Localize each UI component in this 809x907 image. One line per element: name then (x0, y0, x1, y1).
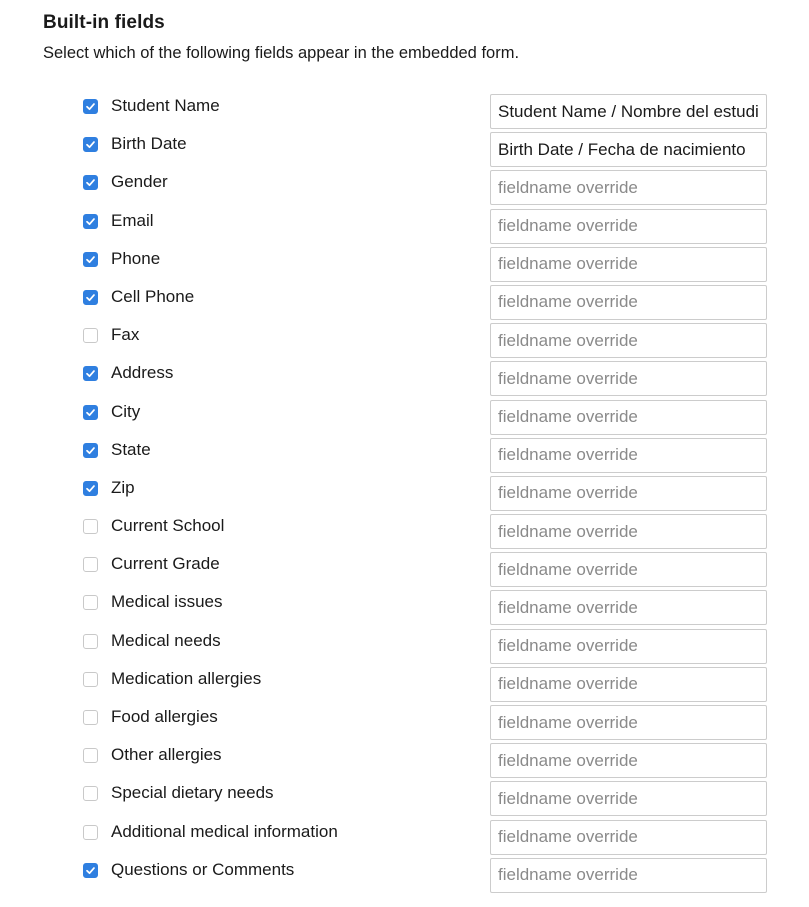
section-title: Built-in fields (43, 12, 165, 33)
fieldname-override-input[interactable] (490, 590, 767, 625)
field-enabled-checkbox[interactable] (83, 290, 98, 305)
field-label: Other allergies (111, 745, 222, 765)
fieldname-override-input[interactable] (490, 361, 767, 396)
field-row (0, 551, 809, 589)
checkmark-icon (85, 292, 96, 303)
field-enabled-checkbox[interactable] (83, 443, 98, 458)
field-row (0, 437, 809, 475)
field-row (0, 666, 809, 704)
fieldname-override-input[interactable] (490, 170, 767, 205)
field-row (0, 246, 809, 284)
fieldname-override-input[interactable] (490, 667, 767, 702)
field-enabled-checkbox[interactable] (83, 634, 98, 649)
field-row (0, 284, 809, 322)
fieldname-override-input[interactable] (490, 743, 767, 778)
field-label: Cell Phone (111, 286, 195, 306)
field-label: State (111, 439, 151, 459)
fieldname-override-input[interactable] (490, 400, 767, 435)
checkmark-icon (85, 483, 96, 494)
field-row (0, 169, 809, 207)
field-enabled-checkbox[interactable] (83, 825, 98, 840)
field-label: Medication allergies (111, 668, 262, 688)
checkmark-icon (85, 254, 96, 265)
field-enabled-checkbox[interactable] (83, 519, 98, 534)
field-enabled-checkbox[interactable] (83, 786, 98, 801)
checkmark-icon (85, 445, 96, 456)
fieldname-override-input[interactable] (490, 438, 767, 473)
fieldname-override-input[interactable] (490, 323, 767, 358)
built-in-field-list (0, 93, 809, 895)
field-enabled-checkbox[interactable] (83, 595, 98, 610)
field-enabled-checkbox[interactable] (83, 405, 98, 420)
fieldname-override-input[interactable] (490, 781, 767, 816)
checkmark-icon (85, 216, 96, 227)
field-row (0, 628, 809, 666)
field-enabled-checkbox[interactable] (83, 863, 98, 878)
fieldname-override-input[interactable] (490, 285, 767, 320)
field-row (0, 857, 809, 895)
checkmark-icon (85, 865, 96, 876)
field-label: Email (111, 210, 154, 230)
field-label: Current School (111, 516, 225, 536)
field-enabled-checkbox[interactable] (83, 557, 98, 572)
fieldname-override-input[interactable] (490, 132, 767, 167)
field-enabled-checkbox[interactable] (83, 481, 98, 496)
field-enabled-checkbox[interactable] (83, 328, 98, 343)
field-enabled-checkbox[interactable] (83, 748, 98, 763)
field-enabled-checkbox[interactable] (83, 99, 98, 114)
field-enabled-checkbox[interactable] (83, 214, 98, 229)
field-label: Address (111, 363, 174, 383)
field-label: Food allergies (111, 707, 218, 726)
field-row (0, 208, 809, 246)
fieldname-override-input[interactable] (490, 705, 767, 740)
checkmark-icon (85, 407, 96, 418)
field-label: Questions or Comments (111, 859, 295, 879)
field-label: Gender (111, 172, 168, 192)
fieldname-override-input[interactable] (490, 94, 767, 129)
field-label: Phone (111, 248, 161, 268)
fieldname-override-input[interactable] (490, 858, 767, 893)
fieldname-override-input[interactable] (490, 476, 767, 511)
field-row (0, 322, 809, 360)
field-label: Student Name (111, 96, 220, 115)
fieldname-override-input[interactable] (490, 247, 767, 282)
field-enabled-checkbox[interactable] (83, 710, 98, 725)
checkmark-icon (85, 368, 96, 379)
field-row (0, 475, 809, 513)
field-label: Special dietary needs (111, 783, 274, 803)
field-label: Zip (111, 477, 135, 497)
field-enabled-checkbox[interactable] (83, 366, 98, 381)
field-row (0, 819, 809, 857)
checkmark-icon (85, 139, 96, 150)
section-description: Select which of the following fields appear in the embedded form. (43, 44, 520, 62)
field-enabled-checkbox[interactable] (83, 672, 98, 687)
field-label: Medical issues (111, 592, 223, 612)
checkmark-icon (85, 177, 96, 188)
field-row (0, 513, 809, 551)
field-enabled-checkbox[interactable] (83, 252, 98, 267)
field-label: Birth Date (111, 134, 187, 154)
fieldname-override-input[interactable] (490, 514, 767, 549)
fieldname-override-input[interactable] (490, 209, 767, 244)
field-row (0, 131, 809, 169)
field-row (0, 780, 809, 818)
field-label: Current Grade (111, 554, 220, 574)
field-label: Fax (111, 325, 140, 345)
checkmark-icon (85, 101, 96, 112)
fieldname-override-input[interactable] (490, 552, 767, 587)
field-label: Medical needs (111, 630, 221, 650)
field-row (0, 399, 809, 437)
field-row (0, 589, 809, 627)
fieldname-override-input[interactable] (490, 629, 767, 664)
field-enabled-checkbox[interactable] (83, 175, 98, 190)
field-enabled-checkbox[interactable] (83, 137, 98, 152)
field-row (0, 742, 809, 780)
field-label: Additional medical information (111, 821, 338, 841)
field-row (0, 360, 809, 398)
field-row (0, 704, 809, 742)
fieldname-override-input[interactable] (490, 820, 767, 855)
field-label: City (111, 401, 141, 421)
field-row (0, 93, 809, 131)
